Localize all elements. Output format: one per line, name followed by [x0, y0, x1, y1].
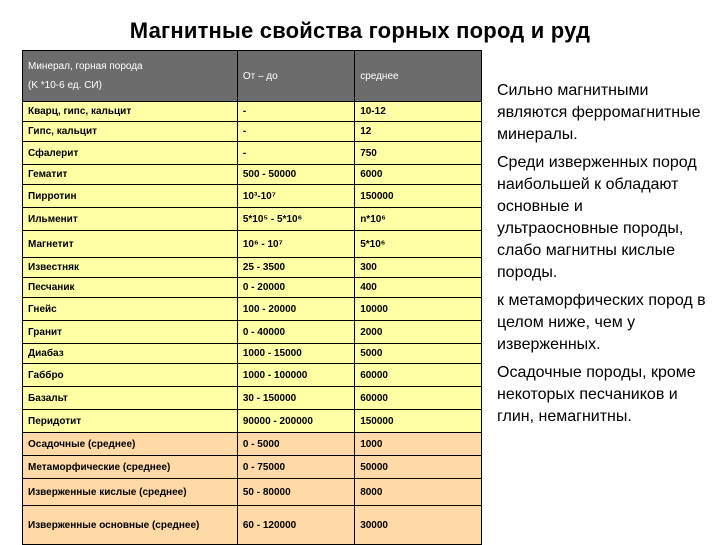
row-name: Гранит: [23, 321, 238, 344]
row-average: 2000: [355, 321, 482, 344]
row-range: 0 - 20000: [237, 278, 354, 298]
row-range: 1000 - 100000: [237, 364, 354, 387]
row-name: Диабаз: [23, 344, 238, 364]
row-range: 100 - 20000: [237, 298, 354, 321]
row-average: 60000: [355, 387, 482, 410]
row-name: Песчаник: [23, 278, 238, 298]
row-name: Сфалерит: [23, 142, 238, 165]
table-row: [23, 433, 482, 456]
row-range: 90000 - 200000: [237, 410, 354, 433]
row-range: 25 - 3500: [237, 258, 354, 278]
row-name: Гнейс: [23, 298, 238, 321]
row-name: Пирротин: [23, 185, 238, 208]
table-row: [23, 298, 482, 321]
header-average: среднее: [355, 51, 482, 102]
table-row: [23, 278, 482, 298]
row-average: 50000: [355, 456, 482, 479]
table-row: [23, 410, 482, 433]
table-row: [23, 122, 482, 142]
row-name: Гипс, кальцит: [23, 122, 238, 142]
row-range: 1000 - 15000: [237, 344, 354, 364]
table-row: [23, 258, 482, 278]
row-name: Изверженные кислые (среднее): [23, 479, 238, 506]
table-row: [23, 506, 482, 545]
row-range: 0 - 75000: [237, 456, 354, 479]
row-range: 0 - 40000: [237, 321, 354, 344]
row-range: 60 - 120000: [237, 506, 354, 545]
row-name: Метаморфические (среднее): [23, 456, 238, 479]
row-name: Осадочные (среднее): [23, 433, 238, 456]
header-mineral: [23, 51, 238, 102]
header-range: От – до: [237, 51, 354, 102]
note-paragraph: Сильно магнитными являются ферромагнитные минералы.: [497, 82, 701, 143]
row-average: 6000: [355, 165, 482, 185]
table-row: [23, 387, 482, 410]
row-name: Гематит: [23, 165, 238, 185]
row-average: 1000: [355, 433, 482, 456]
row-name: Кварц, гипс, кальцит: [23, 102, 238, 122]
row-name: Перидотит: [23, 410, 238, 433]
row-name: Габбро: [23, 364, 238, 387]
row-range: 50 - 80000: [237, 479, 354, 506]
row-average: 750: [355, 142, 482, 165]
table-row: [23, 344, 482, 364]
note-paragraph: Осадочные породы, кроме некоторых песчаников и глин, немагнитны.: [497, 364, 696, 425]
table-row: [23, 479, 482, 506]
row-average: 5000: [355, 344, 482, 364]
table-row: [23, 231, 482, 258]
row-average: 150000: [355, 410, 482, 433]
table-row: [23, 321, 482, 344]
row-average: n*10⁶: [355, 208, 482, 231]
table-row: [23, 208, 482, 231]
table-row: [23, 165, 482, 185]
magnetic-properties-table: [22, 50, 482, 545]
row-average: 8000: [355, 479, 482, 506]
row-average: 300: [355, 258, 482, 278]
row-average: 10000: [355, 298, 482, 321]
row-name: Базальт: [23, 387, 238, 410]
table-row: [23, 142, 482, 165]
row-average: 400: [355, 278, 482, 298]
table-row: [23, 364, 482, 387]
row-average: 12: [355, 122, 482, 142]
row-name: Изверженные основные (среднее): [23, 506, 238, 545]
row-average: 10-12: [355, 102, 482, 122]
row-range: 5*10⁵ - 5*10⁶: [237, 208, 354, 231]
header-mineral-line1: Минерал, горная порода: [28, 61, 143, 72]
row-average: 150000: [355, 185, 482, 208]
slide-title: Магнитные свойства горных пород и руд: [129, 18, 591, 43]
note-paragraph: Среди изверженных пород наибольшей к обладают основные и ультраосновные породы, слабо магнитны кислые породы.: [497, 154, 697, 281]
row-average: 30000: [355, 506, 482, 545]
row-name: Известняк: [23, 258, 238, 278]
row-name: Магнетит: [23, 231, 238, 258]
row-name: Ильменит: [23, 208, 238, 231]
row-range: 30 - 150000: [237, 387, 354, 410]
notes-panel: [497, 80, 707, 434]
table-row: [23, 102, 482, 122]
row-average: 5*10⁶: [355, 231, 482, 258]
row-range: 0 - 5000: [237, 433, 354, 456]
note-paragraph: к метаморфических пород в целом ниже, чем у изверженных.: [497, 292, 706, 353]
row-range: 500 - 50000: [237, 165, 354, 185]
row-range: -: [237, 122, 354, 142]
row-range: 10³-10⁷: [237, 185, 354, 208]
table-row: [23, 185, 482, 208]
table-header: [23, 51, 482, 102]
row-range: -: [237, 102, 354, 122]
row-range: -: [237, 142, 354, 165]
header-mineral-line2: (K *10-6 ед. СИ): [28, 80, 102, 91]
row-range: 10⁶ - 10⁷: [237, 231, 354, 258]
table-row: [23, 456, 482, 479]
row-average: 60000: [355, 364, 482, 387]
